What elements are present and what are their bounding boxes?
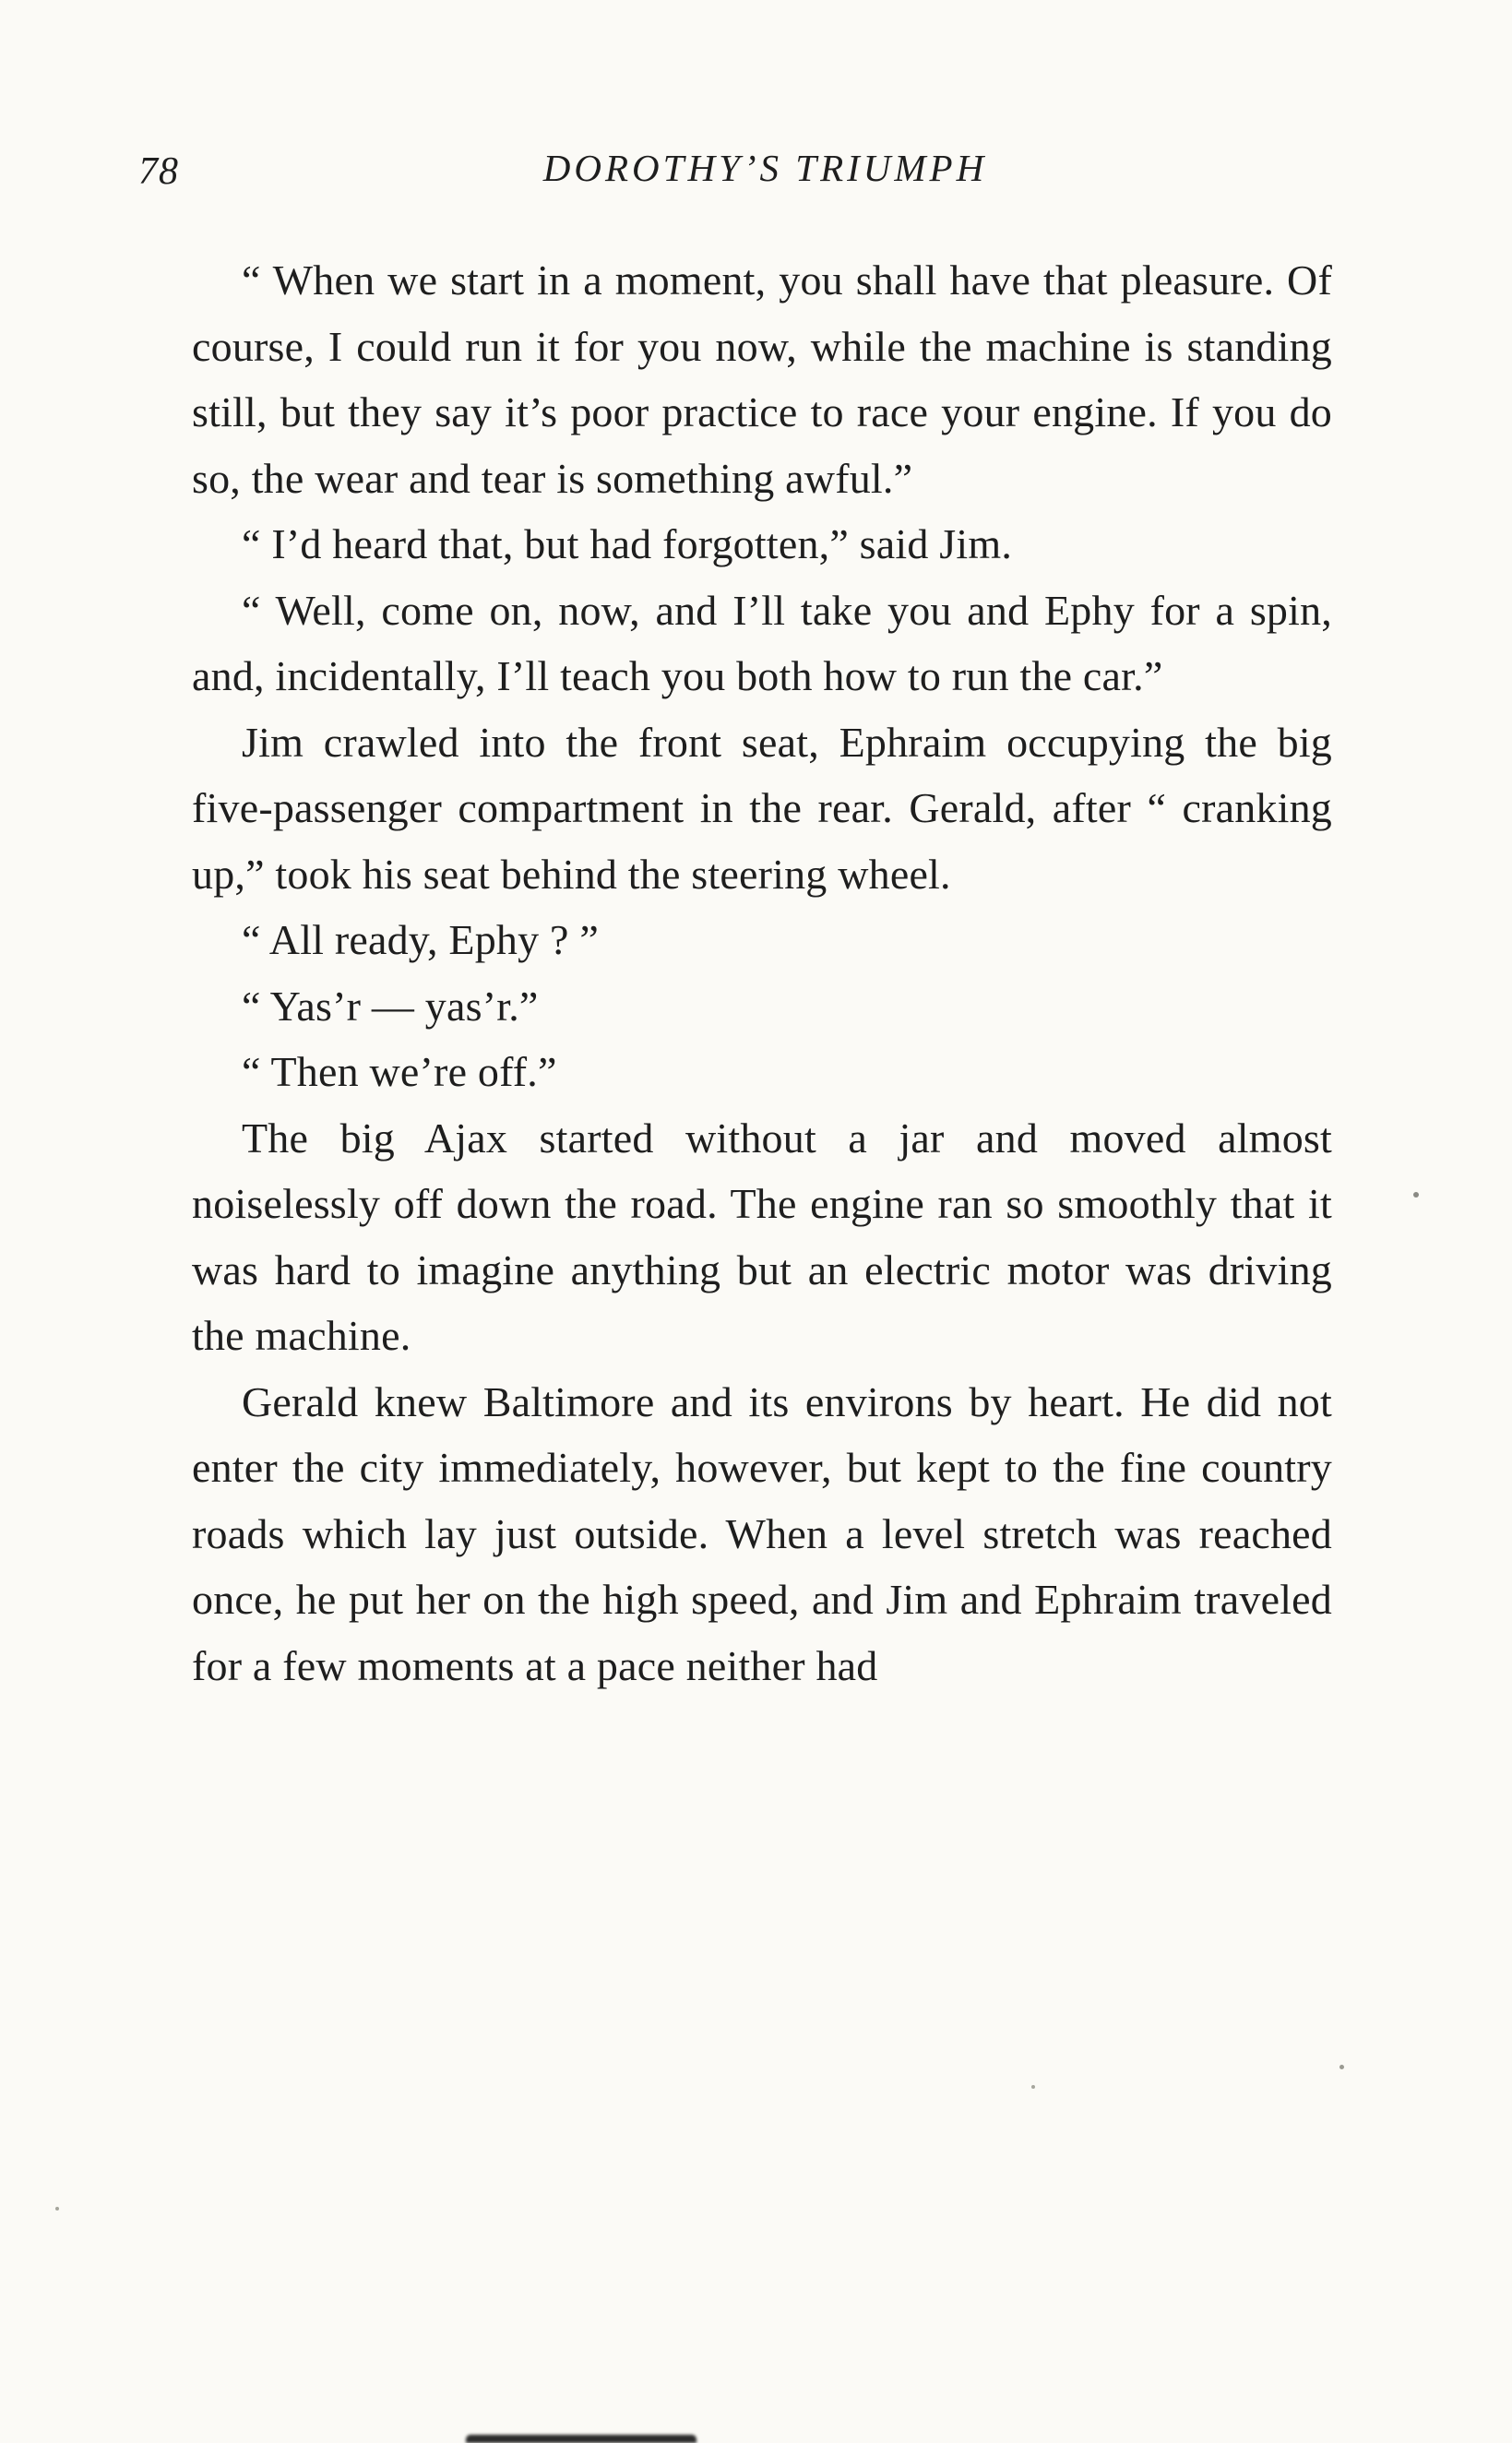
paragraph: “ Yas’r — yas’r.” — [242, 982, 539, 1030]
scan-speck — [55, 2207, 59, 2211]
body-text — [192, 247, 1332, 1698]
paragraph: “ When we start in a moment, you shall have that pleasure. Of course, I could run it for you now, while the machine is standing still, but they say it’s poor practice to race your engine. If you do so, the wear and tear is something awful.” — [192, 256, 1332, 502]
paragraph: Gerald knew Baltimore and its environs by heart. He did not enter the city immediately, however, but kept to the fine country roads which lay just outside. When a level stretch was reached once, he put her on the high speed, and Jim and Ephraim traveled for a few moments at a pace neither had — [192, 1377, 1332, 1689]
page-header — [138, 146, 1337, 205]
scan-speck — [1031, 2085, 1035, 2089]
paragraph: The big Ajax started without a jar and moved almost noiselessly off down the road. The engine ran so smoothly that it was hard to imagine anything but an electric motor was driving the machine. — [192, 1114, 1332, 1359]
scan-speck — [1413, 1192, 1419, 1198]
scan-speck — [1339, 2065, 1344, 2069]
paragraph: “ All ready, Ephy ? ” — [242, 916, 599, 963]
paragraph: “ Then we’re off.” — [242, 1048, 557, 1095]
paragraph: “ I’d heard that, but had forgotten,” said Jim. — [242, 520, 1013, 567]
page-number: 78 — [138, 150, 179, 193]
running-title: DOROTHY’S TRIUMPH — [542, 147, 988, 189]
paragraph: Jim crawled into the front seat, Ephraim occupying the big five-passenger compartment in the rear. Gerald, after “ cranking up,” took his seat behind the steering wheel. — [192, 718, 1332, 898]
scan-edge-artifact — [466, 2435, 696, 2443]
paragraph: “ Well, come on, now, and I’ll take you and Ephy for a spin, and, incidentally, I’ll teach you both how to run the car.” — [192, 586, 1332, 699]
